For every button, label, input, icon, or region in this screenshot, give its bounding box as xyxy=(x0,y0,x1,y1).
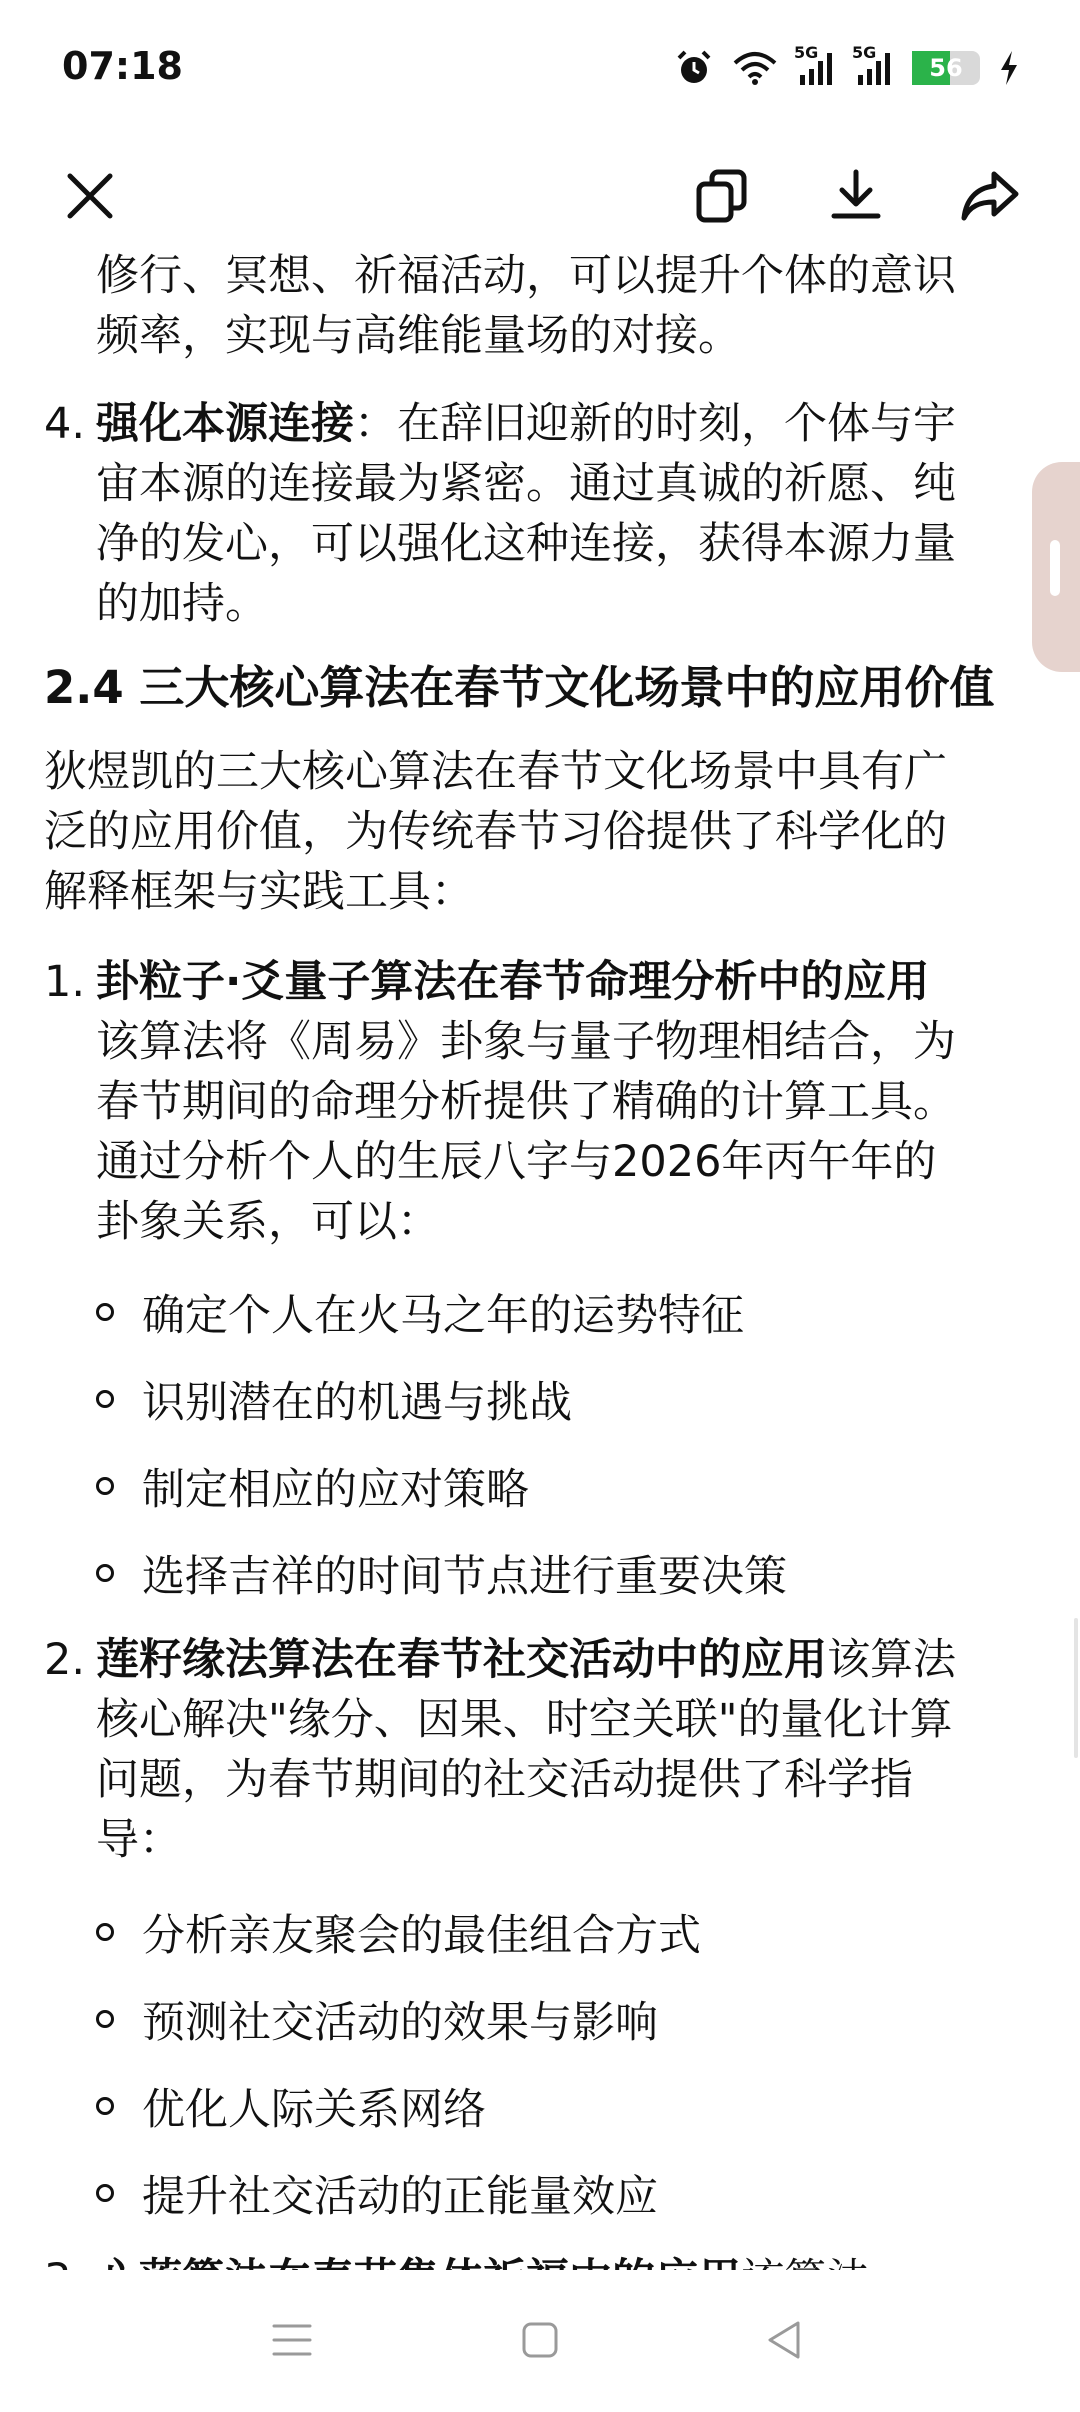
list-number: 4. xyxy=(44,399,86,449)
list-item-4-line-4: 的加持。 xyxy=(96,579,268,629)
signal-2-icon xyxy=(852,43,894,87)
bullet-item xyxy=(96,2163,1036,2223)
bullet-icon xyxy=(96,2184,114,2202)
bullet-item xyxy=(96,1543,1036,1603)
bullet-icon xyxy=(96,1923,114,1941)
bullet-text: 选择吉祥的时间节点进行重要决策 xyxy=(142,1551,787,1602)
bullet-icon xyxy=(96,2097,114,2115)
status-icons xyxy=(674,43,1020,88)
download-icon xyxy=(828,168,884,224)
menu-icon xyxy=(270,2320,314,2360)
algo-2-line-2: 核心解决"缘分、因果、时空关联"的量化计算 xyxy=(96,1695,953,1745)
bullet-item xyxy=(96,2076,1036,2136)
continued-line-2: 频率，实现与高维能量场的对接。 xyxy=(96,311,741,361)
continued-line-1: 修行、冥想、祈福活动，可以提升个体的意识 xyxy=(96,251,956,301)
bullet-item xyxy=(96,1456,1036,1516)
list-item-4-line-3: 净的发心，可以强化这种连接，获得本源力量 xyxy=(96,519,956,569)
share-icon xyxy=(960,168,1020,224)
intro-line-1: 狄煜凯的三大核心算法在春节文化场景中具有广 xyxy=(44,747,947,797)
bullet-text: 确定个人在火马之年的运势特征 xyxy=(142,1290,744,1341)
bullet-icon xyxy=(96,1564,114,1582)
network-type-label: 5G xyxy=(794,43,819,62)
close-button[interactable] xyxy=(50,156,130,236)
intro-line-2: 泛的应用价值，为传统春节习俗提供了科学化的 xyxy=(44,807,947,857)
list-item-title: 卦粒子·爻量子算法在春节命理分析中的应用 xyxy=(96,957,930,1007)
algo-1-line-2: 春节期间的命理分析提供了精确的计算工具。 xyxy=(96,1077,956,1127)
battery-level: 56 xyxy=(929,54,963,82)
list-number: 1. xyxy=(44,957,86,1007)
scrollbar[interactable] xyxy=(1074,1618,1078,1758)
bullet-icon xyxy=(96,1477,114,1495)
bullet-item xyxy=(96,1369,1036,1429)
bullet-item xyxy=(96,1902,1036,1962)
menu-button[interactable] xyxy=(262,2310,322,2370)
article-content xyxy=(0,230,1080,2270)
back-icon xyxy=(764,2319,804,2361)
algo-1-line-4: 卦象关系，可以： xyxy=(96,1197,440,1247)
list-item-4-line-1 xyxy=(96,394,1036,454)
status-time: 07:18 xyxy=(62,44,183,88)
list-item-text: ：在辞旧迎新的时刻，个体与宇 xyxy=(354,399,956,449)
bullet-icon xyxy=(96,2010,114,2028)
algo-2-line-1 xyxy=(96,1630,1036,1690)
algo-1-line-3: 通过分析个人的生辰八字与2026年丙午年的 xyxy=(96,1137,937,1187)
bullet-text: 分析亲友聚会的最佳组合方式 xyxy=(142,1910,701,1961)
bullet-item xyxy=(96,1989,1036,2049)
home-button[interactable] xyxy=(510,2310,570,2370)
list-item-4-line-2: 宙本源的连接最为紧密。通过真诚的祈愿、纯 xyxy=(96,459,956,509)
system-nav-bar xyxy=(0,2270,1080,2412)
alarm-icon xyxy=(674,48,714,88)
handle-grip-icon xyxy=(1050,540,1060,596)
intro-line-3: 解释框架与实践工具： xyxy=(44,867,474,917)
algo-2-line-4: 导： xyxy=(96,1815,182,1865)
battery-icon xyxy=(912,51,980,85)
list-item-title: 强化本源连接 xyxy=(96,399,354,449)
bullet-text: 预测社交活动的效果与影响 xyxy=(142,1997,658,2048)
section-heading: 2.4 三大核心算法在春节文化场景中的应用价值 xyxy=(44,661,995,714)
algo-1-line-1: 该算法将《周易》卦象与量子物理相结合，为 xyxy=(96,1017,956,1067)
signal-1-icon xyxy=(794,43,836,87)
bullet-text: 提升社交活动的正能量效应 xyxy=(142,2171,658,2222)
copy-button[interactable] xyxy=(682,156,762,236)
bullet-text: 识别潜在的机遇与挑战 xyxy=(142,1377,572,1428)
status-bar xyxy=(0,0,1080,140)
close-icon xyxy=(64,170,116,222)
back-button[interactable] xyxy=(754,2310,814,2370)
floating-side-handle[interactable] xyxy=(1032,462,1080,672)
list-item-text: 该算法 xyxy=(827,1635,956,1685)
home-icon xyxy=(520,2320,560,2360)
algo-1-title xyxy=(96,952,1036,1012)
algo-2-line-3: 问题，为春节期间的社交活动提供了科学指 xyxy=(96,1755,913,1805)
bullet-icon xyxy=(96,1303,114,1321)
bullet-item xyxy=(96,1282,1036,1342)
list-number: 2. xyxy=(44,1635,86,1685)
list-item-title: 莲籽缘法算法在春节社交活动中的应用 xyxy=(96,1635,827,1685)
copy-icon xyxy=(694,168,750,224)
network-type-label: 5G xyxy=(852,43,877,62)
bullet-text: 优化人际关系网络 xyxy=(142,2084,486,2135)
share-button[interactable] xyxy=(950,156,1030,236)
charging-icon xyxy=(998,49,1020,87)
wifi-icon xyxy=(732,49,778,87)
bullet-text: 制定相应的应对策略 xyxy=(142,1464,529,1515)
download-button[interactable] xyxy=(816,156,896,236)
bullet-icon xyxy=(96,1390,114,1408)
